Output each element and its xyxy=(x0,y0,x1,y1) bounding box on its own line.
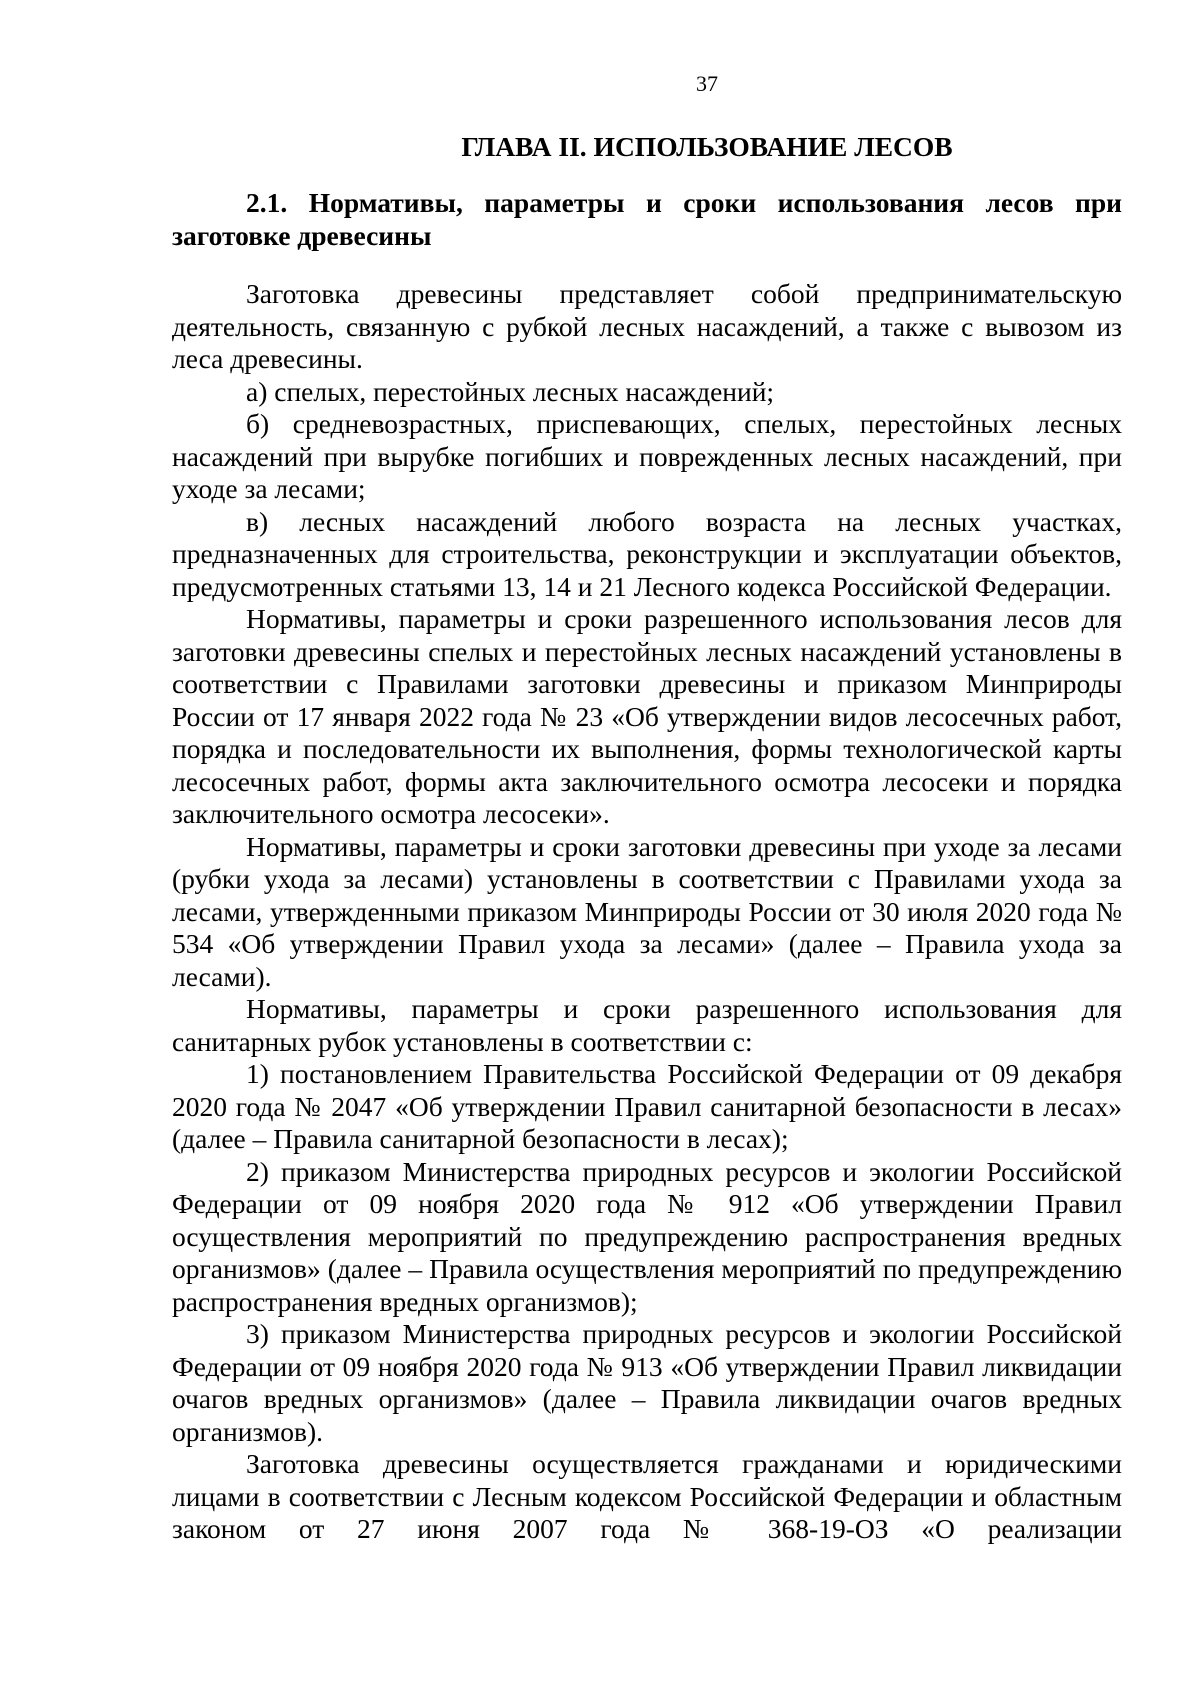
list-item-1: 1) постановлением Правительства Российской Федерации от 09 декабря 2020 года № 2047 «Об утверждении Правил санитарной безопасности в лесах» (далее – Правила санитарной безопасности в лесах); xyxy=(172,1058,1122,1154)
paragraph-care-norms: Нормативы, параметры и сроки заготовки древесины при уходе за лесами (рубки ухода за лесами) установлены в соответствии с Правилами ухода за лесами, утвержденными приказом Минприроды России от 30 июля 2020 года № 534 «Об утверждении Правил ухода за лесами» (далее – Правила ухода за лесами). xyxy=(172,830,1122,992)
list-item-b: б) средневозрастных, приспевающих, спелых, перестойных лесных насаждений при вырубке погибших и поврежденных лесных насаждений, при уходе за лесами; xyxy=(172,408,1122,504)
list-item-v: в) лесных насаждений любого возраста на лесных участках, предназначенных для строительства, реконструкции и эксплуатации объектов, предусмотренных статьями 13, 14 и 21 Лесного кодекса Российской Федерации. xyxy=(172,505,1122,602)
paragraph-harvest-norms: Нормативы, параметры и сроки разрешенного использования лесов для заготовки древесины спелых и перестойных лесных насаждений установлены в соответствии с Правилами заготовки древесины и приказом Минприроды России от 17 января 2022 года № 23 «Об утверждении видов лесосечных работ, порядка и последовательности их выполнения, формы технологической карты лесосечных работ, формы акта заключительного осмотра лесосеки и порядка заключительного осмотра лесосеки». xyxy=(172,603,1122,829)
list-item-3: 3) приказом Министерства природных ресурсов и экологии Российской Федерации от 09 ноября 2020 года № 913 «Об утверждении Правил ликвидации очагов вредных организмов» (далее – Правила ликвидации очагов вредных организмов). xyxy=(172,1318,1122,1447)
paragraph-sanitary-norms: Нормативы, параметры и сроки разрешенного использования для санитарных рубок установлены в соответствии с: xyxy=(172,993,1122,1057)
chapter-title: ГЛАВА II. ИСПОЛЬЗОВАНИЕ ЛЕСОВ xyxy=(461,131,953,162)
page-number: 37 xyxy=(696,71,718,96)
paragraph-intro: Заготовка древесины представляет собой предпринимательскую деятельность, связанную с рубкой лесных насаждений, а также с вывозом из леса древесины. xyxy=(172,278,1122,374)
list-item-2: 2) приказом Министерства природных ресурсов и экологии Российской Федерации от 09 ноября 2020 года № 912 «Об утверждении Правил осуществления мероприятий по предупреждению распространения вредных организмов» (далее – Правила осуществления мероприятий по предупреждению распространения вредных организмов); xyxy=(172,1155,1122,1317)
document-page xyxy=(172,70,1122,1546)
section-title: 2.1. Нормативы, параметры и сроки использования лесов при заготовке древесины xyxy=(172,187,1122,251)
paragraph-harvest-subjects: Заготовка древесины осуществляется гражданами и юридическими лицами в соответствии с Лесным кодексом Российской Федерации и областным законом от 27 июня 2007 года № 368-19-ОЗ «О реализации xyxy=(172,1448,1122,1544)
list-item-a: а) спелых, перестойных лесных насаждений; xyxy=(246,375,775,407)
